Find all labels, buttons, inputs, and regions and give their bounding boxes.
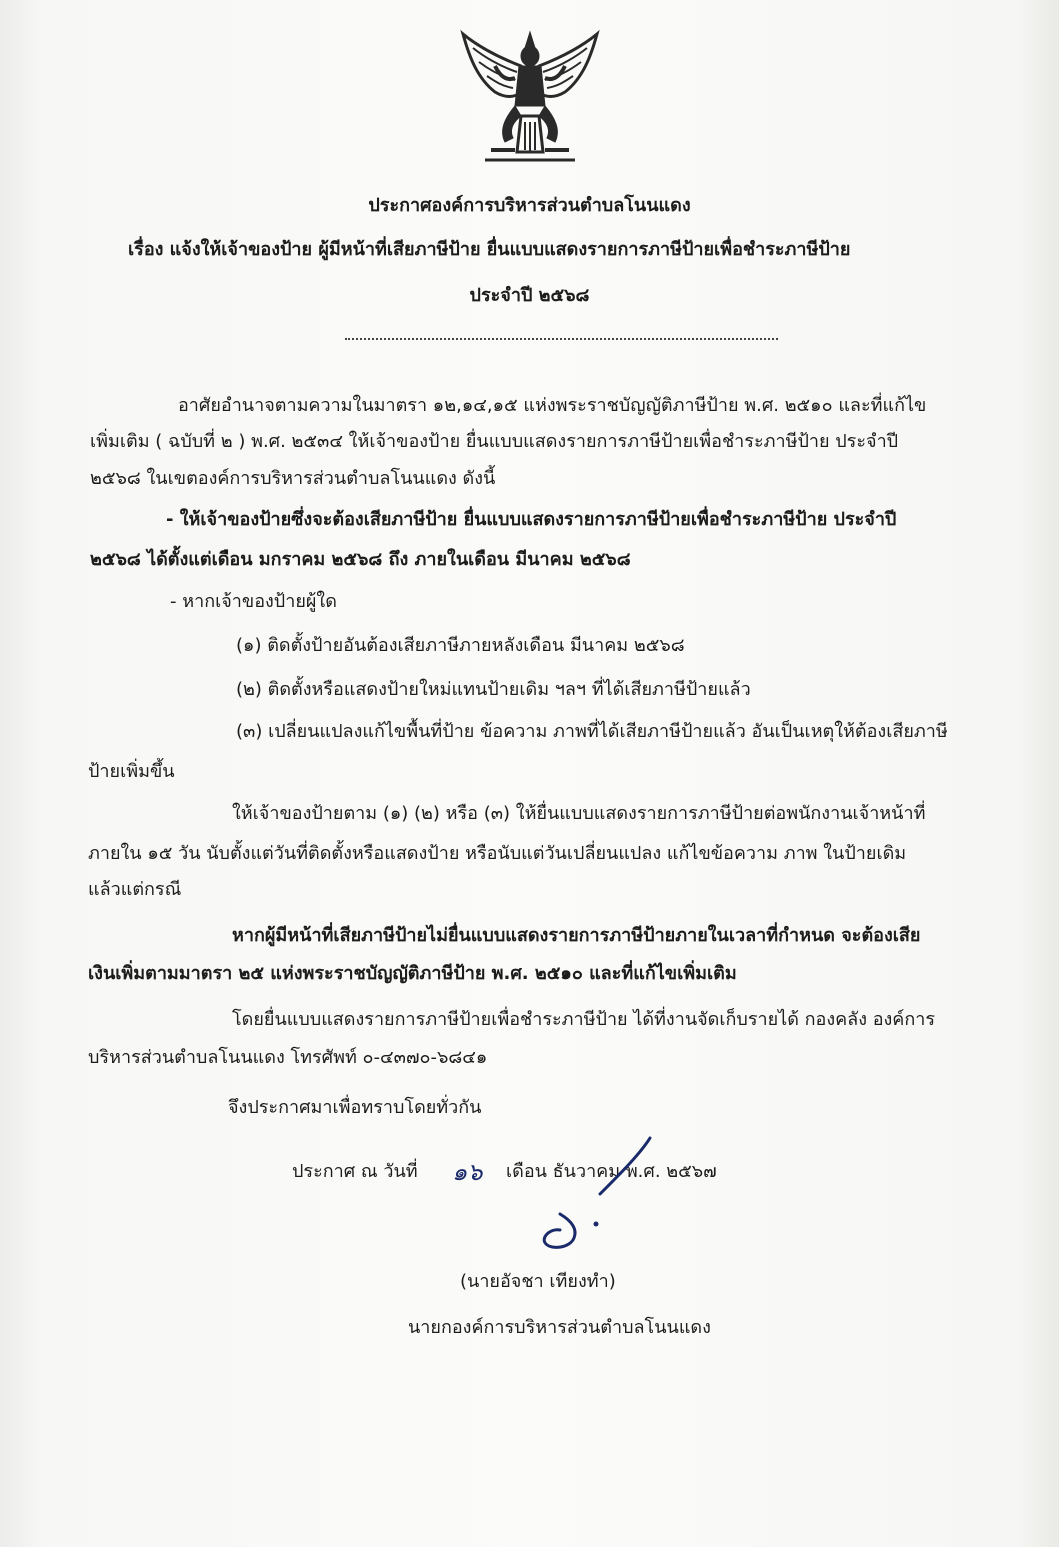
announced-date-prefix: ประกาศ ณ วันที่ xyxy=(292,1161,418,1182)
list-item-1: (๑) ติดตั้งป้ายอันต้องเสียภาษีภายหลังเดือน มีนาคม ๒๕๖๘ xyxy=(236,635,685,656)
deadline-line-1: ให้เจ้าของป้ายตาม (๑) (๒) หรือ (๓) ให้ยื่นแบบแสดงรายการภาษีป้ายต่อพนักงานเจ้าหน้าที่ xyxy=(232,803,926,824)
deadline-line-3: แล้วแต่กรณี xyxy=(88,879,182,900)
signer-position: นายกองค์การบริหารส่วนตำบลโนนแดง xyxy=(408,1317,711,1338)
intro-line-2: เพิ่มเติม ( ฉบับที่ ๒ ) พ.ศ. ๒๕๓๔ ให้เจ้าของป้าย ยื่นแบบแสดงรายการภาษีป้ายเพื่อชำระภาษีป้าย ประจำปี xyxy=(90,431,899,452)
announced-date-month-year: เดือน ธันวาคม พ.ศ. ๒๕๖๗ xyxy=(506,1161,717,1182)
announcement-subject: เรื่อง แจ้งให้เจ้าของป้าย ผู้มีหน้าที่เสียภาษีป้าย ยื่นแบบแสดงรายการภาษีป้ายเพื่อชำระภาษีป้าย xyxy=(128,239,851,260)
notice-line-1: - ให้เจ้าของป้ายซึ่งจะต้องเสียภาษีป้าย ยื่นแบบแสดงรายการภาษีป้ายเพื่อชำระภาษีป้าย ประจำปี xyxy=(166,509,897,530)
intro-line-1: อาศัยอำนาจตามความในมาตรา ๑๒,๑๔,๑๕ แห่งพระราชบัญญัติภาษีป้าย พ.ศ. ๒๕๑๐ และที่แก้ไข xyxy=(178,395,927,416)
signer-name: (นายอัจชา เทียงทำ) xyxy=(460,1271,616,1292)
intro-line-3: ๒๕๖๘ ในเขตองค์การบริหารส่วนตำบลโนนแดง ดังนี้ xyxy=(90,468,496,489)
list-item-3-continuation: ป้ายเพิ่มขึ้น xyxy=(88,761,175,782)
submit-line-1: โดยยื่นแบบแสดงรายการภาษีป้ายเพื่อชำระภาษีป้าย ได้ที่งานจัดเก็บรายได้ กองคลัง องค์การ xyxy=(232,1009,936,1030)
signature-icon xyxy=(530,1200,620,1260)
title-divider xyxy=(345,338,778,340)
list-item-2: (๒) ติดตั้งหรือแสดงป้ายใหม่แทนป้ายเดิม ฯลฯ ที่ได้เสียภาษีป้ายแล้ว xyxy=(236,679,751,700)
penalty-line-1: หากผู้มีหน้าที่เสียภาษีป้ายไม่ยื่นแบบแสดงรายการภาษีป้ายภายในเวลาที่กำหนด จะต้องเสีย xyxy=(232,925,921,946)
handwritten-day: ๑๖ xyxy=(452,1158,483,1186)
closing-line: จึงประกาศมาเพื่อทราบโดยทั่วกัน xyxy=(228,1097,482,1118)
submit-line-2: บริหารส่วนตำบลโนนแดง โทรศัพท์ ๐-๔๓๗๐-๖๘๔๑ xyxy=(88,1047,488,1068)
announcement-year: ประจำปี ๒๕๖๘ xyxy=(469,285,590,306)
handwritten-stroke-icon xyxy=(580,1134,660,1204)
garuda-emblem-icon xyxy=(455,26,605,166)
list-item-3: (๓) เปลี่ยนแปลงแก้ไขพื้นที่ป้าย ข้อความ ภาพที่ได้เสียภาษีป้ายแล้ว อันเป็นเหตุให้ต้องเสียภาษี xyxy=(236,721,948,742)
if-owner-line: - หากเจ้าของป้ายผู้ใด xyxy=(170,591,337,612)
notice-line-2: ๒๕๖๘ ได้ตั้งแต่เดือน มกราคม ๒๕๖๘ ถึง ภายในเดือน มีนาคม ๒๕๖๘ xyxy=(90,549,631,570)
announcement-title: ประกาศองค์การบริหารส่วนตำบลโนนแดง xyxy=(368,195,691,216)
penalty-line-2: เงินเพิ่มตามมาตรา ๒๕ แห่งพระราชบัญญัติภาษีป้าย พ.ศ. ๒๕๑๐ และที่แก้ไขเพิ่มเติม xyxy=(88,963,737,984)
deadline-line-2: ภายใน ๑๕ วัน นับตั้งแต่วันที่ติดตั้งหรือแสดงป้าย หรือนับแต่วันเปลี่ยนแปลง แก้ไขข้อความ ภาพ ในป้ายเดิม xyxy=(88,843,907,864)
